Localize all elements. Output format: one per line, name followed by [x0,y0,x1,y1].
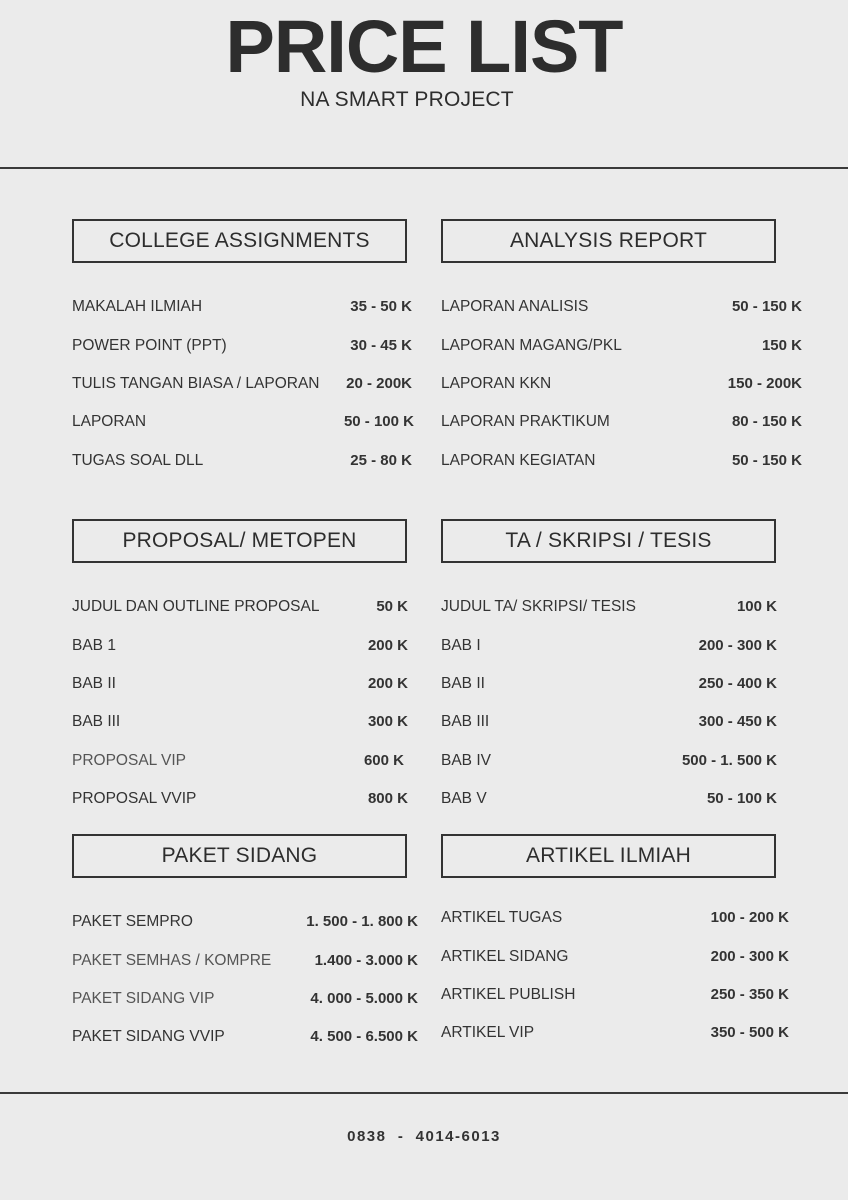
item-price: 200 - 300 K [698,637,777,654]
item-price: 300 - 450 K [698,713,777,730]
item-name: ARTIKEL SIDANG [441,948,569,965]
item-price: 80 - 150 K [731,413,802,430]
item-name: BAB III [441,713,490,730]
item-name: ARTIKEL VIP [441,1024,535,1041]
item-name: PAKET SEMHAS / KOMPRE [72,952,272,969]
item-price: 250 - 350 K [710,986,789,1003]
item-name: LAPORAN MAGANG/PKL [441,337,622,354]
item-price: 30 - 45 K [350,337,412,354]
section-title: TA / SKRIPSI / TESIS [441,519,776,563]
list-item [441,672,777,696]
item-name: PAKET SIDANG VVIP [72,1028,225,1045]
item-price: 35 - 50 K [350,298,412,315]
item-price: 250 - 400 K [698,675,777,692]
list-item [441,749,777,773]
page-title: PRICE LIST [225,5,623,88]
item-name: LAPORAN ANALISIS [441,298,589,315]
item-name: BAB III [72,713,121,730]
item-name: JUDUL TA/ SKRIPSI/ TESIS [441,598,636,615]
item-price: 100 - 200 K [710,909,789,926]
list-item [72,1025,418,1049]
item-name: MAKALAH ILMIAH [72,298,203,315]
list-item [72,749,404,773]
list-item [441,410,802,434]
item-name: LAPORAN KEGIATAN [441,452,596,469]
item-price: 50 - 100 K [343,413,414,430]
contact-phone: 0838 - 4014-6013 [347,1128,501,1145]
item-name: TULIS TANGAN BIASA / LAPORAN [72,375,320,392]
item-price: 20 - 200K [346,375,412,392]
item-name: BAB I [441,637,481,654]
item-name: PAKET SIDANG VIP [72,990,215,1007]
list-item [441,945,789,969]
list-item [441,983,789,1007]
section-title: ARTIKEL ILMIAH [441,834,776,878]
item-name: ARTIKEL PUBLISH [441,986,576,1003]
item-price: 300 K [367,713,408,730]
list-item [441,634,777,658]
item-price: 50 K [376,598,408,615]
list-item [72,710,408,734]
item-price: 50 - 100 K [706,790,777,807]
item-name: LAPORAN [72,413,147,430]
list-item [441,710,777,734]
item-name: LAPORAN KKN [441,375,552,392]
item-name: BAB V [441,790,487,807]
item-price: 500 - 1. 500 K [681,752,777,769]
item-name: PAKET SEMPRO [72,913,193,930]
item-price: 200 - 300 K [710,948,789,965]
item-price: 50 - 150 K [731,452,802,469]
section-title: PAKET SIDANG [72,834,407,878]
list-item [72,672,408,696]
item-price: 150 K [761,337,802,354]
list-item [72,334,412,358]
list-item [72,949,418,973]
item-name: TUGAS SOAL DLL [72,452,204,469]
list-item [72,595,408,619]
list-item [441,334,802,358]
list-item [72,987,418,1011]
item-price: 800 K [367,790,408,807]
list-item [441,1021,789,1045]
page-subtitle: NA SMART PROJECT [300,88,514,111]
item-price: 350 - 500 K [710,1024,789,1041]
item-name: JUDUL DAN OUTLINE PROPOSAL [72,598,320,615]
list-item [441,449,802,473]
list-item [441,372,802,396]
item-name: POWER POINT (PPT) [72,337,227,354]
item-name: BAB IV [441,752,491,769]
item-price: 600 K [363,752,404,769]
item-price: 50 - 150 K [731,298,802,315]
item-price: 200 K [367,675,408,692]
item-name: LAPORAN PRAKTIKUM [441,413,610,430]
item-name: BAB II [72,675,116,692]
item-price: 150 - 200K [727,375,802,392]
item-price: 25 - 80 K [350,452,412,469]
list-item [72,449,412,473]
item-price: 100 K [736,598,777,615]
item-price: 1.400 - 3.000 K [314,952,418,969]
item-price: 4. 500 - 6.500 K [310,1028,418,1045]
list-item [72,410,414,434]
section-title: PROPOSAL/ METOPEN [72,519,407,563]
list-item [441,906,789,930]
list-item [72,372,412,396]
item-price: 1. 500 - 1. 800 K [306,913,418,930]
item-name: BAB II [441,675,485,692]
list-item [72,910,418,934]
item-price: 200 K [367,637,408,654]
list-item [72,634,408,658]
list-item [441,787,777,811]
item-name: ARTIKEL TUGAS [441,909,563,926]
list-item [441,295,802,319]
bottom-divider [0,1092,848,1094]
list-item [72,295,412,319]
section-title: COLLEGE ASSIGNMENTS [72,219,407,263]
item-name: PROPOSAL VVIP [72,790,197,807]
list-item [72,787,408,811]
top-divider [0,167,848,169]
item-price: 4. 000 - 5.000 K [310,990,418,1007]
section-title: ANALYSIS REPORT [441,219,776,263]
item-name: BAB 1 [72,637,116,654]
list-item [441,595,777,619]
item-name: PROPOSAL VIP [72,752,186,769]
